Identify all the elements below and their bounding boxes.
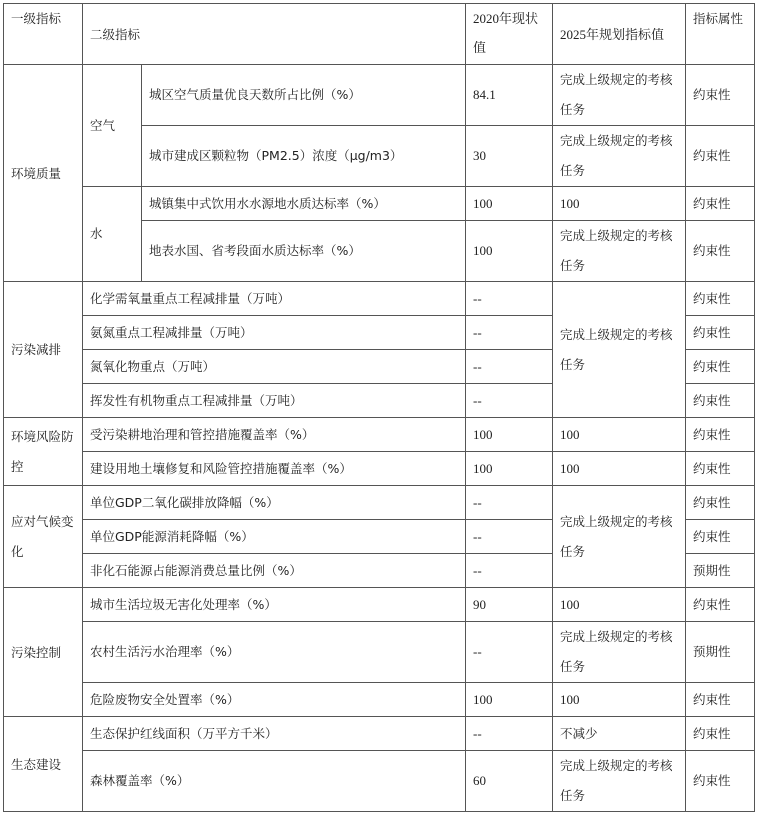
current-value: 100 xyxy=(466,418,553,452)
header-target: 2025年规划指标值 xyxy=(553,4,686,65)
table-row xyxy=(4,418,755,452)
indicator-cell: 挥发性有机物重点工程减排量（万吨） xyxy=(83,384,466,418)
current-value: -- xyxy=(466,486,553,520)
current-value: -- xyxy=(466,282,553,316)
indicator-cell: 城市建成区颗粒物（PM2.5）浓度（μg/m3） xyxy=(142,126,466,187)
attribute-cell: 约束性 xyxy=(686,520,755,554)
indicator-cell: 氮氧化物重点（万吨） xyxy=(83,350,466,384)
indicator-cell: 城镇集中式饮用水水源地水质达标率（%） xyxy=(142,187,466,221)
target-value: 完成上级规定的考核任务 xyxy=(553,282,686,418)
indicator-cell: 建设用地土壤修复和风险管控措施覆盖率（%） xyxy=(83,452,466,486)
indicator-cell: 森林覆盖率（%） xyxy=(83,751,466,812)
table-row xyxy=(4,65,755,126)
current-value: -- xyxy=(466,316,553,350)
target-value: 100 xyxy=(553,683,686,717)
group-env-risk: 环境风险防控 xyxy=(4,418,83,486)
current-value: 100 xyxy=(466,221,553,282)
target-value: 完成上级规定的考核任务 xyxy=(553,751,686,812)
table-row xyxy=(4,282,755,316)
attribute-cell: 约束性 xyxy=(686,187,755,221)
indicator-cell: 氨氮重点工程减排量（万吨） xyxy=(83,316,466,350)
current-value: -- xyxy=(466,520,553,554)
current-value: -- xyxy=(466,717,553,751)
attribute-cell: 约束性 xyxy=(686,751,755,812)
group-env-quality: 环境质量 xyxy=(4,65,83,282)
header-attribute: 指标属性 xyxy=(686,4,755,65)
indicator-cell: 危险废物安全处置率（%） xyxy=(83,683,466,717)
header-row xyxy=(4,4,755,65)
current-value: 90 xyxy=(466,588,553,622)
target-value: 完成上级规定的考核任务 xyxy=(553,486,686,588)
indicator-cell: 单位GDP能源消耗降幅（%） xyxy=(83,520,466,554)
target-value: 完成上级规定的考核任务 xyxy=(553,221,686,282)
table-row xyxy=(4,683,755,717)
table-row xyxy=(4,452,755,486)
current-value: -- xyxy=(466,350,553,384)
attribute-cell: 预期性 xyxy=(686,554,755,588)
current-value: -- xyxy=(466,384,553,418)
header-level1: 一级指标 xyxy=(4,4,83,65)
current-value: -- xyxy=(466,554,553,588)
attribute-cell: 约束性 xyxy=(686,65,755,126)
attribute-cell: 约束性 xyxy=(686,588,755,622)
indicator-cell: 地表水国、省考段面水质达标率（%） xyxy=(142,221,466,282)
attribute-cell: 约束性 xyxy=(686,221,755,282)
indicator-cell: 城区空气质量优良天数所占比例（%） xyxy=(142,65,466,126)
attribute-cell: 约束性 xyxy=(686,350,755,384)
attribute-cell: 约束性 xyxy=(686,486,755,520)
indicator-table xyxy=(3,3,755,812)
target-value: 完成上级规定的考核任务 xyxy=(553,126,686,187)
attribute-cell: 约束性 xyxy=(686,418,755,452)
current-value: 100 xyxy=(466,683,553,717)
table-row xyxy=(4,187,755,221)
current-value: 84.1 xyxy=(466,65,553,126)
current-value: 100 xyxy=(466,452,553,486)
header-level2: 二级指标 xyxy=(83,4,466,65)
group-pollution-control: 污染控制 xyxy=(4,588,83,717)
target-value: 不减少 xyxy=(553,717,686,751)
target-value: 100 xyxy=(553,588,686,622)
attribute-cell: 预期性 xyxy=(686,622,755,683)
table-row xyxy=(4,717,755,751)
indicator-cell: 农村生活污水治理率（%） xyxy=(83,622,466,683)
subgroup-water: 水 xyxy=(83,187,142,282)
group-ecology: 生态建设 xyxy=(4,717,83,812)
current-value: 100 xyxy=(466,187,553,221)
indicator-cell: 非化石能源占能源消费总量比例（%） xyxy=(83,554,466,588)
attribute-cell: 约束性 xyxy=(686,384,755,418)
group-pollution-reduction: 污染减排 xyxy=(4,282,83,418)
header-current: 2020年现状值 xyxy=(466,4,553,65)
attribute-cell: 约束性 xyxy=(686,717,755,751)
target-value: 完成上级规定的考核任务 xyxy=(553,65,686,126)
table-row xyxy=(4,588,755,622)
attribute-cell: 约束性 xyxy=(686,316,755,350)
indicator-cell: 化学需氧量重点工程减排量（万吨） xyxy=(83,282,466,316)
attribute-cell: 约束性 xyxy=(686,282,755,316)
current-value: 30 xyxy=(466,126,553,187)
group-climate: 应对气候变化 xyxy=(4,486,83,588)
indicator-cell: 单位GDP二氧化碳排放降幅（%） xyxy=(83,486,466,520)
indicator-cell: 生态保护红线面积（万平方千米） xyxy=(83,717,466,751)
target-value: 100 xyxy=(553,418,686,452)
attribute-cell: 约束性 xyxy=(686,126,755,187)
indicator-cell: 受污染耕地治理和管控措施覆盖率（%） xyxy=(83,418,466,452)
table-row xyxy=(4,622,755,683)
target-value: 100 xyxy=(553,452,686,486)
table-row xyxy=(4,486,755,520)
attribute-cell: 约束性 xyxy=(686,683,755,717)
target-value: 完成上级规定的考核任务 xyxy=(553,622,686,683)
attribute-cell: 约束性 xyxy=(686,452,755,486)
indicator-cell: 城市生活垃圾无害化处理率（%） xyxy=(83,588,466,622)
table-row xyxy=(4,751,755,812)
current-value: 60 xyxy=(466,751,553,812)
subgroup-air: 空气 xyxy=(83,65,142,187)
target-value: 100 xyxy=(553,187,686,221)
current-value: -- xyxy=(466,622,553,683)
